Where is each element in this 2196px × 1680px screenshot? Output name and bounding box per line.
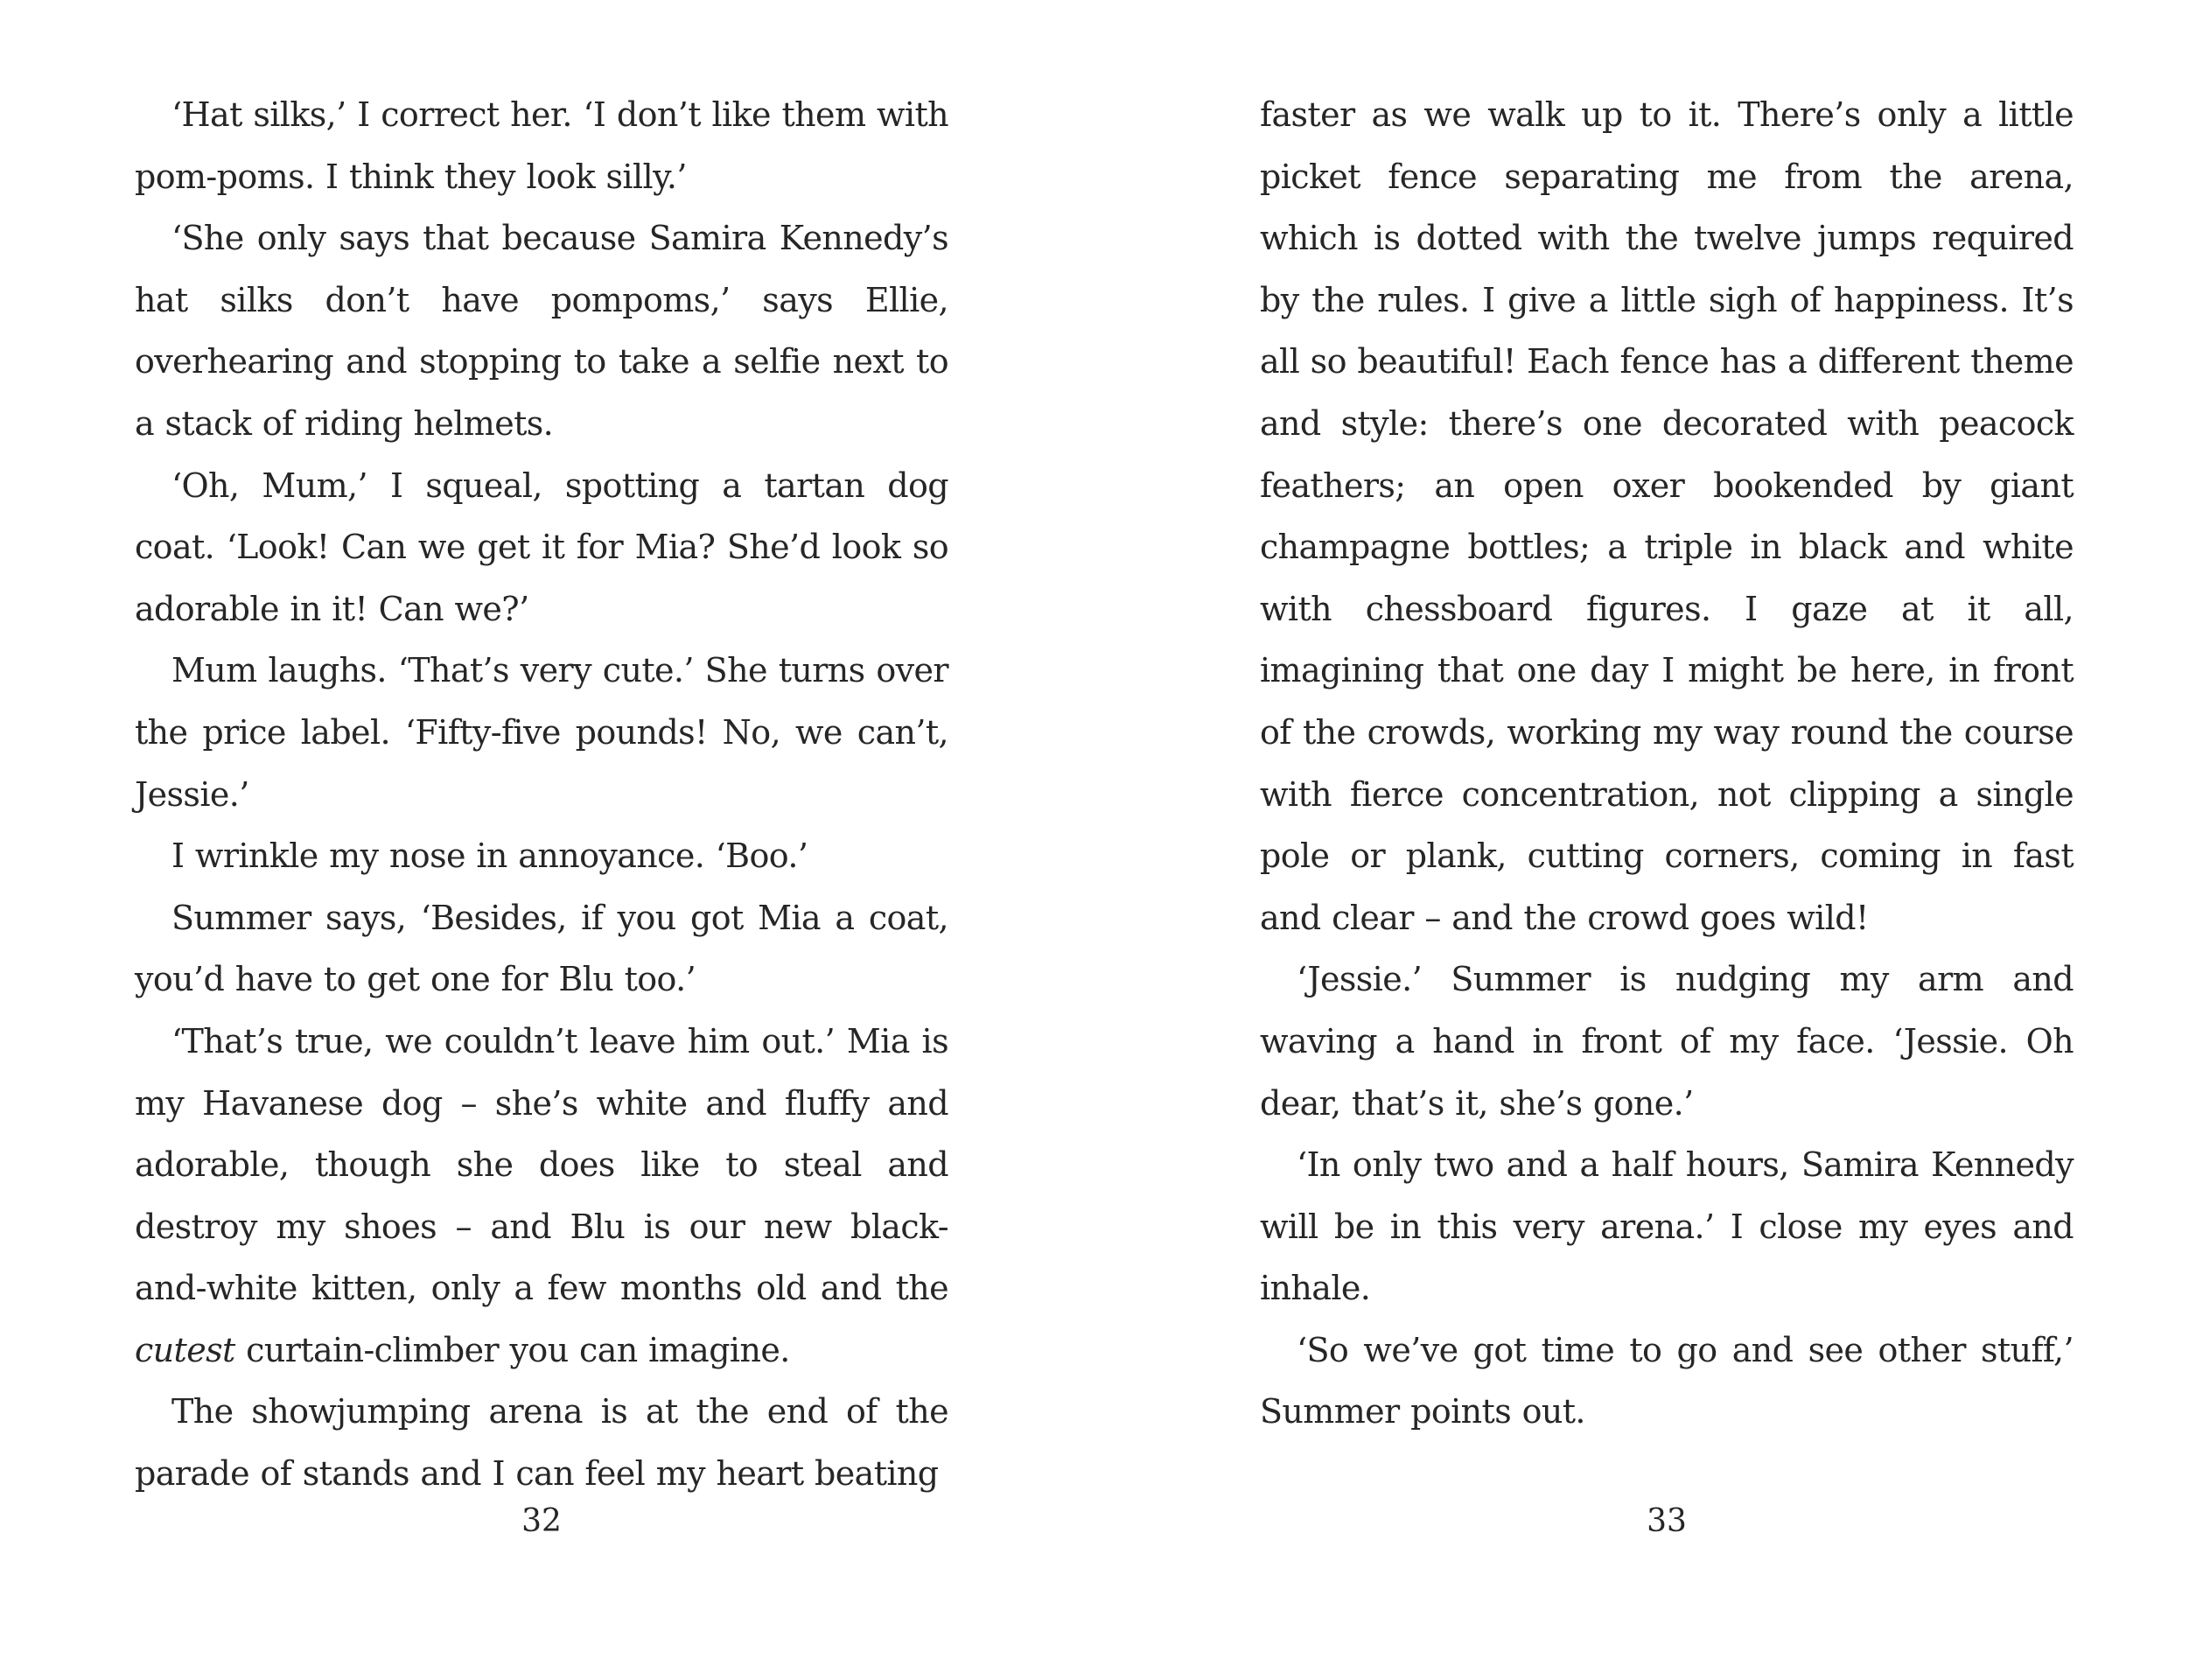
paragraph: ‘Oh, Mum,’ I squeal, spotting a tartan dog coat. ‘Look! Can we get it for Mia? She’d look so adorable in it! Can we?’ (135, 466, 948, 628)
paragraph: ‘In only two and a half hours, Samira Kennedy will be in this very arena.’ I close my eyes and inhale. (1260, 1145, 2074, 1308)
paragraph (135, 1011, 948, 1382)
paragraph: ‘So we’ve got time to go and see other stuff,’ Summer points out. (1260, 1330, 2074, 1432)
paragraph: Mum laughs. ‘That’s very cute.’ She turns over the price label. ‘Fifty-five pounds! No, we can’t, Jessie.’ (135, 651, 948, 814)
paragraph: faster as we walk up to it. There’s only a little picket fence separating me from the arena, which is dotted with the twelve jumps required by the rules. I give a little sigh of happiness. It’s all so beautiful! Each fence has a different theme and style: there’s one decorated with peacock feathers; an open oxer bookended by giant champagne bottles; a triple in black and white with chessboard figures. I gaze at it all, imagining that one day I might be here, in front of the crowds, working my way round the course with fierce concentration, not clipping a single pole or plank, cutting corners, coming in fast and clear – and the crowd goes wild! (1260, 95, 2074, 937)
emphasized-word: cutest (135, 1330, 235, 1369)
right-page-text (1260, 84, 2074, 1443)
left-page (135, 84, 948, 1589)
page-number: 32 (521, 1503, 562, 1539)
paragraph-text: curtain-climber you can imagine. (234, 1330, 790, 1369)
paragraph: ‘Jessie.’ Summer is nudging my arm and waving a hand in front of my face. ‘Jessie. Oh dear, that’s it, she’s gone.’ (1260, 960, 2074, 1123)
paragraph: Summer says, ‘Besides, if you got Mia a coat, you’d have to get one for Blu too.’ (135, 898, 948, 999)
paragraph: The showjumping arena is at the end of the parade of stands and I can feel my heart beating (135, 1392, 948, 1494)
page-number: 33 (1647, 1503, 1687, 1539)
paragraph: ‘Hat silks,’ I correct her. ‘I don’t like them with pom-poms. I think they look silly.’ (135, 95, 948, 196)
paragraph: ‘She only says that because Samira Kennedy’s hat silks don’t have pompoms,’ says Ellie, overhearing and stopping to take a selfie next to a stack of riding helmets. (135, 219, 948, 443)
left-page-text (135, 84, 948, 1505)
right-page (1260, 84, 2074, 1589)
paragraph-text: ‘That’s true, we couldn’t leave him out.’ Mia is my Havanese dog – she’s white and fluffy and adorable, though she does like to steal and destroy my shoes – and Blu is our new black-and-white kitten, only a few months old and the (135, 1021, 948, 1308)
paragraph: I wrinkle my nose in annoyance. ‘Boo.’ (171, 836, 808, 876)
